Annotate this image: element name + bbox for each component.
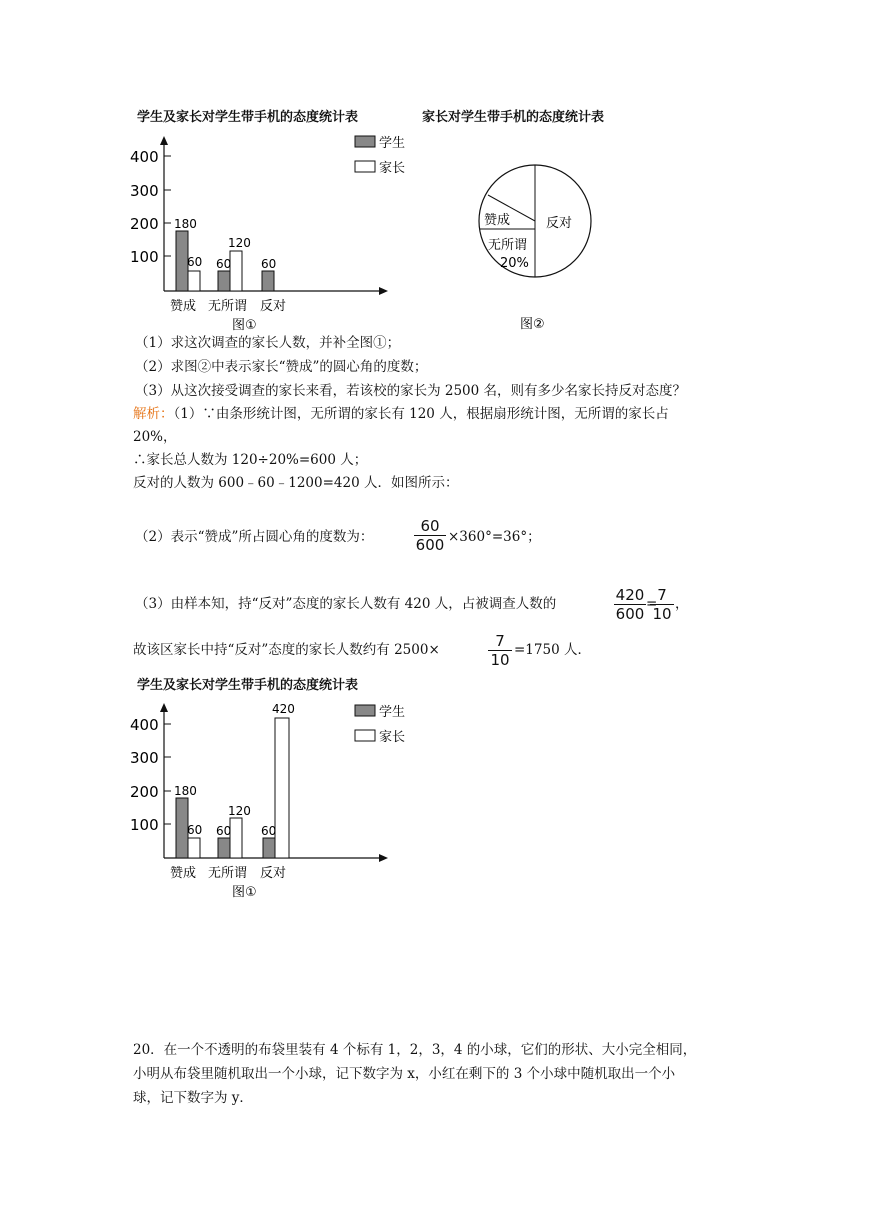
question-1: （1）求这次调查的家长人数，并补全图①； <box>135 335 401 351</box>
chart1-caption: 图① <box>232 318 257 333</box>
chart3-y-axis-arrow <box>160 703 168 712</box>
fraction-numerator: 7 <box>657 586 667 604</box>
chart3-bar-parent-favor <box>188 838 200 858</box>
fraction-numerator: 60 <box>420 517 440 535</box>
chart1-label-60c: 60 <box>261 257 277 271</box>
chart3-ytick-300: 300 <box>130 749 159 767</box>
solution-step3-prefix: （3）由样本知，持“反对”态度的家长人数有 420 人，占被调查人数的 <box>135 596 557 612</box>
fraction-denominator: 600 <box>615 605 645 623</box>
solution-step4-fraction <box>488 632 512 669</box>
chart1-bar-student-neutral <box>218 271 230 291</box>
chart1-legend-student: 学生 <box>379 136 406 151</box>
chart1-ytick-400: 400 <box>130 148 159 166</box>
question-3: （3）从这次接受调查的家长来看，若该校的家长为 2500 名，则有多少名家长持反对态度？ <box>135 383 687 399</box>
chart1-bar-parent-neutral <box>230 251 242 291</box>
chart1-label-60a: 60 <box>187 255 203 269</box>
problem20-line2: 小明从布袋里随机取出一个小球，记下数字为 x，小红在剩下的 3 个小球中随机取出一个小 <box>133 1066 676 1082</box>
chart2-pie-chart <box>460 150 610 335</box>
solution-step1d: 反对的人数为 600﹣60﹣1200=420 人．如图所示： <box>133 475 459 491</box>
solution-label: 解析： <box>133 406 174 422</box>
solution-step1c: ∴家长总人数为 120÷20%=600 人； <box>133 452 368 468</box>
chart3-cat-against: 反对 <box>260 866 287 881</box>
chart1-bar-student-against <box>262 271 274 291</box>
chart3-label-60b: 60 <box>216 824 232 838</box>
solution-step3-equals: = <box>646 596 658 612</box>
chart2-label-neutral-pct: 20% <box>500 256 529 271</box>
chart3-label-60a: 60 <box>187 823 203 837</box>
solution-step4-prefix: 故该区家长中持“反对”态度的家长人数约有 2500× <box>133 642 440 658</box>
chart1-cat-against: 反对 <box>260 299 287 314</box>
chart3-legend-parent: 家长 <box>379 730 406 745</box>
fraction-denominator: 600 <box>415 536 445 554</box>
chart3-label-120: 120 <box>228 804 251 818</box>
chart1-x-axis-arrow <box>379 287 388 295</box>
chart3-title: 学生及家长对学生带手机的态度统计表 <box>137 678 359 693</box>
chart3-ytick-100: 100 <box>130 816 159 834</box>
chart1-cat-neutral: 无所谓 <box>208 299 248 314</box>
chart1-label-180: 180 <box>174 217 197 231</box>
fraction-numerator: 7 <box>495 632 505 650</box>
chart1-title: 学生及家长对学生带手机的态度统计表 <box>137 110 359 125</box>
chart3-label-420: 420 <box>272 702 295 716</box>
chart3-legend-student: 学生 <box>379 705 406 720</box>
solution-step3-fraction-2 <box>650 586 674 623</box>
problem20-line1: 20．在一个不透明的布袋里装有 4 个标有 1，2，3，4 的小球，它们的形状、大小完全相同， <box>133 1042 697 1058</box>
chart2-label-neutral: 无所谓 <box>488 238 528 253</box>
chart2-label-favor: 赞成 <box>484 213 511 228</box>
chart3-bar-parent-neutral <box>230 818 242 858</box>
chart3-ytick-200: 200 <box>130 783 159 801</box>
chart3-ytick-400: 400 <box>130 716 159 734</box>
chart1-ytick-200: 200 <box>130 215 159 233</box>
question-2: （2）求图②中表示家长“赞成”的圆心角的度数； <box>135 359 428 375</box>
solution-step2-suffix: ×360°=36°； <box>448 529 541 545</box>
chart1-label-60b: 60 <box>216 257 232 271</box>
fraction-denominator: 10 <box>490 651 510 669</box>
chart3-legend-student-swatch <box>355 705 375 716</box>
chart3-caption: 图① <box>232 885 257 900</box>
solution-step3-suffix: ， <box>675 596 689 612</box>
chart3-legend-parent-swatch <box>355 730 375 741</box>
solution-step4-suffix: =1750 人． <box>514 642 591 658</box>
solution-step3-fraction-1 <box>614 586 646 623</box>
chart3-label-60c: 60 <box>261 824 277 838</box>
solution-step2-prefix: （2）表示“赞成”所占圆心角的度数为： <box>135 529 374 545</box>
chart1-ytick-300: 300 <box>130 182 159 200</box>
chart1-ytick-100: 100 <box>130 248 159 266</box>
chart1-bar-chart <box>120 128 410 340</box>
solution-step1b: 20%， <box>133 429 177 445</box>
chart3-bar-student-against <box>263 838 275 858</box>
chart1-label-120: 120 <box>228 236 251 250</box>
chart1-y-axis-arrow <box>160 136 168 145</box>
fraction-numerator: 420 <box>615 586 645 604</box>
chart3-label-180: 180 <box>174 784 197 798</box>
chart3-bar-chart <box>120 695 410 907</box>
chart1-legend-student-swatch <box>355 136 375 147</box>
chart3-cat-favor: 赞成 <box>170 866 197 881</box>
chart3-cat-neutral: 无所谓 <box>208 866 248 881</box>
chart2-label-against: 反对 <box>546 216 573 231</box>
chart1-legend-parent: 家长 <box>379 161 406 176</box>
solution-step2-fraction <box>414 517 446 554</box>
chart2-title: 家长对学生带手机的态度统计表 <box>422 110 605 125</box>
chart1-bar-parent-favor <box>188 271 200 291</box>
solution-step1a: （1）∵由条形统计图，无所谓的家长有 120 人，根据扇形统计图，无所谓的家长占 <box>173 406 669 422</box>
chart2-caption: 图② <box>520 317 545 332</box>
chart1-legend-parent-swatch <box>355 161 375 172</box>
chart3-bar-parent-against <box>275 718 289 858</box>
fraction-denominator: 10 <box>652 605 672 623</box>
chart1-cat-favor: 赞成 <box>170 299 197 314</box>
chart3-bar-student-neutral <box>218 838 230 858</box>
problem20-line3: 球，记下数字为 y． <box>133 1090 253 1106</box>
chart3-x-axis-arrow <box>379 854 388 862</box>
